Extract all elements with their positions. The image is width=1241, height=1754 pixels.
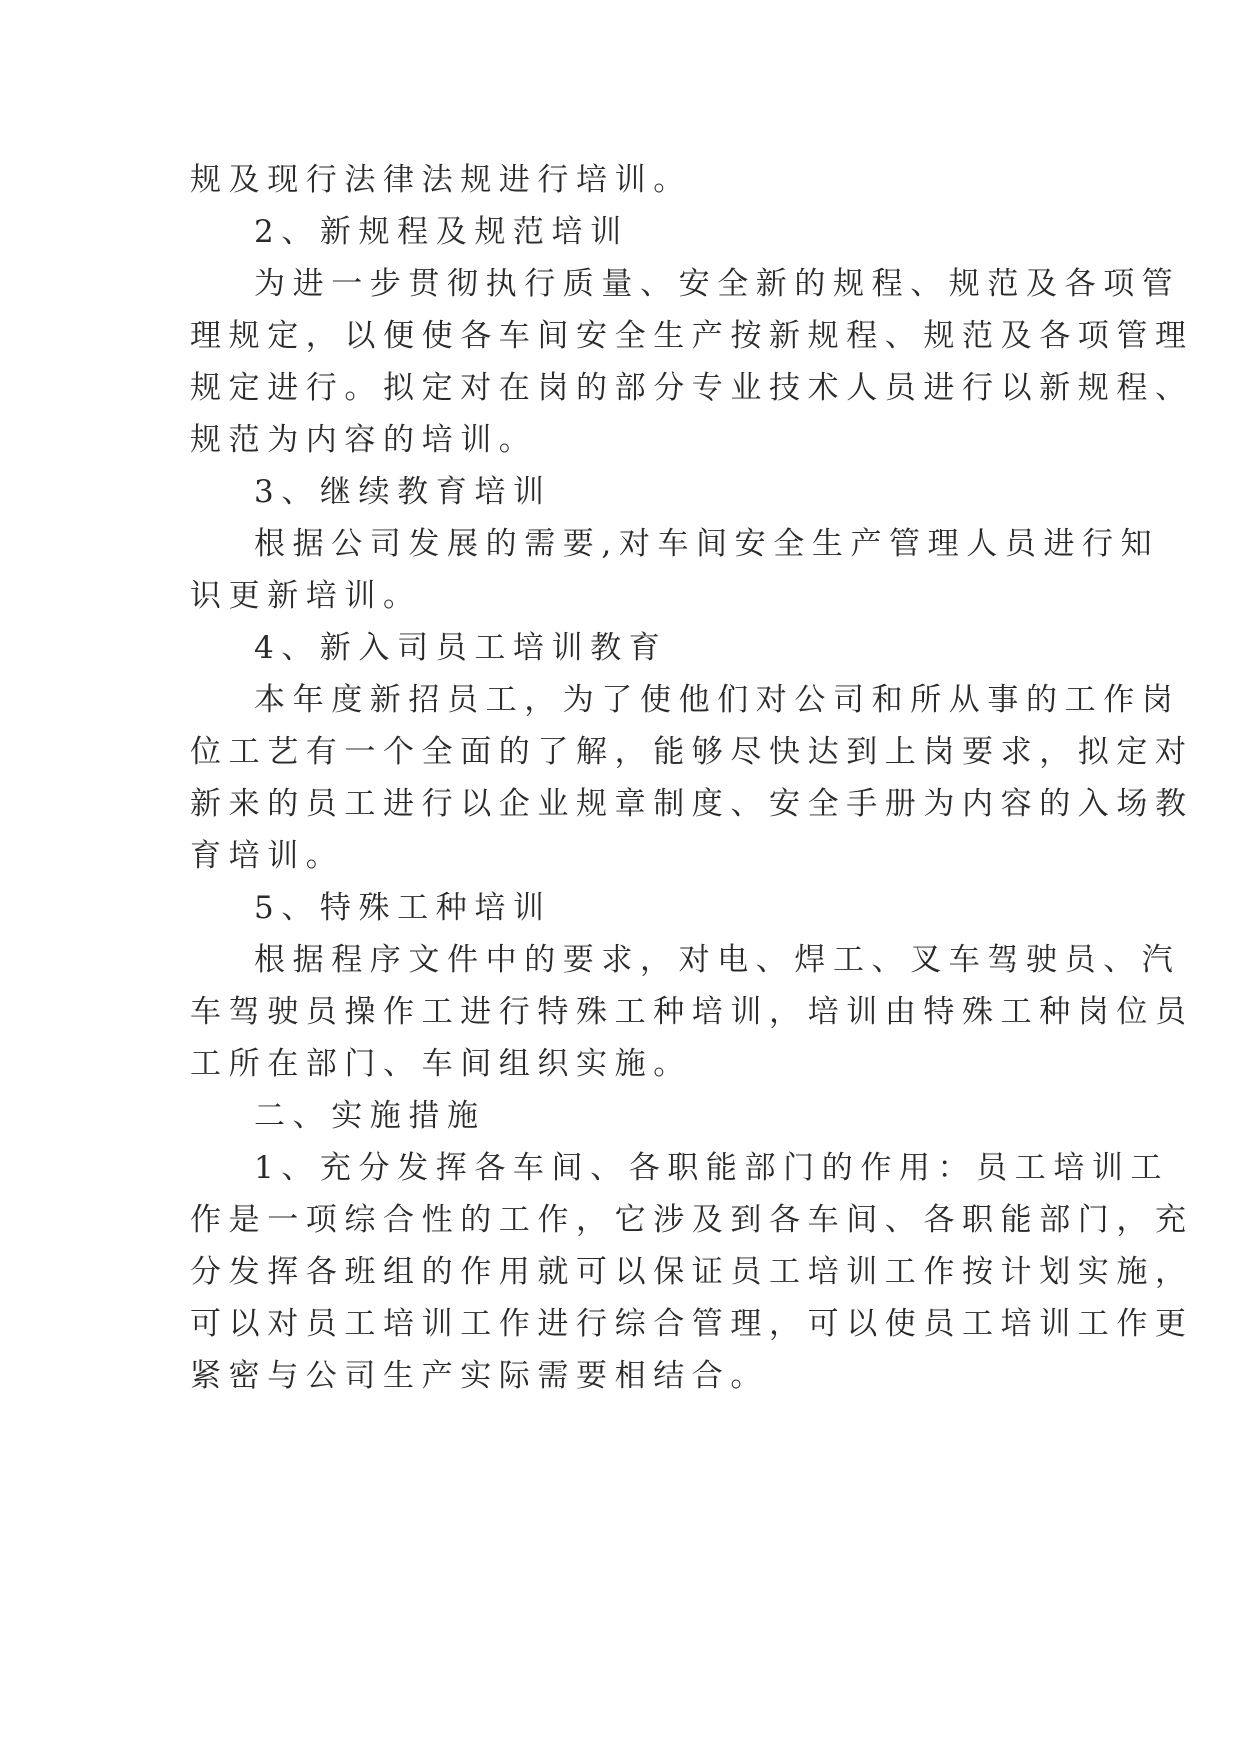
body-text-line: 育培训。 <box>190 838 345 874</box>
body-text-line: 为进一步贯彻执行质量、安全新的规程、规范及各项管 <box>254 266 1181 302</box>
section-heading: 4、新入司员工培训教育 <box>254 630 668 666</box>
section-heading: 二、实施措施 <box>254 1098 486 1134</box>
body-text-line: 车驾驶员操作工进行特殊工种培训，培训由特殊工种岗位员 <box>190 994 1194 1030</box>
body-text-line: 1、充分发挥各车间、各职能部门的作用：员工培训工 <box>254 1150 1170 1186</box>
body-text-line: 分发挥各班组的作用就可以保证员工培训工作按计划实施， <box>190 1254 1194 1290</box>
body-text-line: 位工艺有一个全面的了解，能够尽快达到上岗要求，拟定对 <box>190 734 1194 770</box>
section-heading: 2、新规程及规范培训 <box>254 214 629 250</box>
body-text-line: 规定进行。拟定对在岗的部分专业技术人员进行以新规程、 <box>190 370 1194 406</box>
body-text-line: 理规定，以便使各车间安全生产按新规程、规范及各项管理 <box>190 318 1194 354</box>
section-heading: 3、继续教育培训 <box>254 474 552 510</box>
body-text-line: 根据公司发展的需要,对车间安全生产管理人员进行知 <box>254 526 1160 562</box>
body-text-line: 工所在部门、车间组织实施。 <box>190 1046 692 1082</box>
body-text-line: 新来的员工进行以企业规章制度、安全手册为内容的入场教 <box>190 786 1194 822</box>
body-text-line: 本年度新招员工，为了使他们对公司和所从事的工作岗 <box>254 682 1181 718</box>
body-text-line: 识更新培训。 <box>190 578 422 614</box>
section-heading: 5、特殊工种培训 <box>254 890 552 926</box>
body-text-line: 可以对员工培训工作进行综合管理，可以使员工培训工作更 <box>190 1306 1194 1342</box>
body-text-line: 作是一项综合性的工作，它涉及到各车间、各职能部门，充 <box>190 1202 1194 1238</box>
body-text-line: 根据程序文件中的要求，对电、焊工、叉车驾驶员、汽 <box>254 942 1181 978</box>
body-text-line: 规范为内容的培训。 <box>190 422 538 458</box>
body-text-line: 规及现行法律法规进行培训。 <box>190 162 692 198</box>
body-text-line: 紧密与公司生产实际需要相结合。 <box>190 1358 769 1394</box>
